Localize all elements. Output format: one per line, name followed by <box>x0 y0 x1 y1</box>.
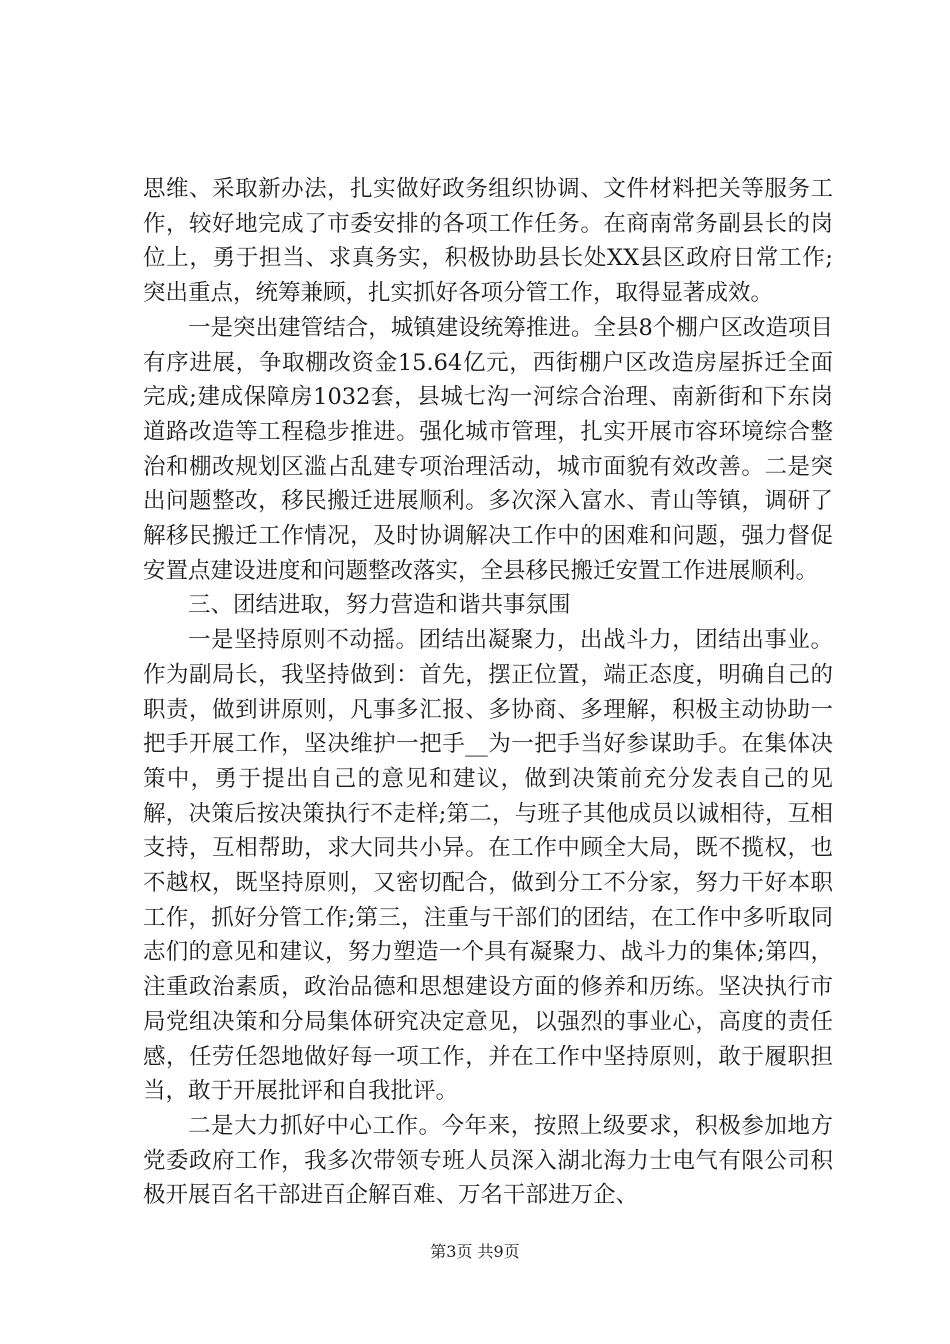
paragraph-3: 一是坚持原则不动摇。团结出凝聚力，出战斗力，团结出事业。作为副局长，我坚持做到：首先，摆正位置，端正态度，明确自己的职责，做到讲原则，凡事多汇报、多协商、多理解，积极主动协助一把手开展工作，坚决维护一把手__为一把手当好参谋助手。在集体决策中，勇于提出自己的意见和建议，做到决策前充分发表自己的见解，决策后按决策执行不走样;第二，与班子其他成员以诚相待，互相支持，互相帮助，求大同共小异。在工作中顾全大局，既不揽权，也不越权，既坚持原则，又密切配合，做到分工不分家，努力干好本职工作，抓好分管工作;第三，注重与干部们的团结，在工作中多听取同志们的意见和建议，努力塑造一个具有凝聚力、战斗力的集体;第四，注重政治素质，政治品德和思想建设方面的修养和历练。坚决执行市局党组决策和分局集体研究决定意见，以强烈的事业心，高度的责任感，任劳任怨地做好每一项工作，并在工作中坚持原则，敢于履职担当，敢于开展批评和自我批评。 <box>143 627 833 1105</box>
section-heading: 三、团结进取，努力营造和谐共事氛围 <box>188 592 571 619</box>
paragraph-4: 二是大力抓好中心工作。今年来，按照上级要求，积极参加地方党委政府工作，我多次带领专班人员深入湖北海力士电气有限公司积极开展百名干部进百企解百难、万名干部进万企、 <box>143 1112 833 1209</box>
document-body <box>143 172 833 1213</box>
page-number-footer: 第3页 共9页 <box>430 1242 520 1261</box>
paragraph-1: 思维、采取新办法，扎实做好政务组织协调、文件材料把关等服务工作，较好地完成了市委安排的各项工作任务。在商南常务副县长的岗位上，勇于担当、求真务实，积极协助县长处XX县区政府日常工作;突出重点，统筹兼顾，扎实抓好各项分管工作，取得显著成效。 <box>143 176 833 307</box>
paragraph-2: 一是突出建管结合，城镇建设统筹推进。全县8个棚户区改造项目有序进展，争取棚改资金15.64亿元，西街棚户区改造房屋拆迁全面完成;建成保障房1032套，县城七沟一河综合治理、南新街和下东岗道路改造等工程稳步推进。强化城市管理，扎实开展市容环境综合整治和棚改规划区滥占乱建专项治理活动，城市面貌有效改善。二是突出问题整改，移民搬迁进展顺利。多次深入富水、青山等镇，调研了解移民搬迁工作情况，及时协调解决工作中的困难和问题，强力督促安置点建设进度和问题整改落实，全县移民搬迁安置工作进展顺利。 <box>143 314 833 584</box>
